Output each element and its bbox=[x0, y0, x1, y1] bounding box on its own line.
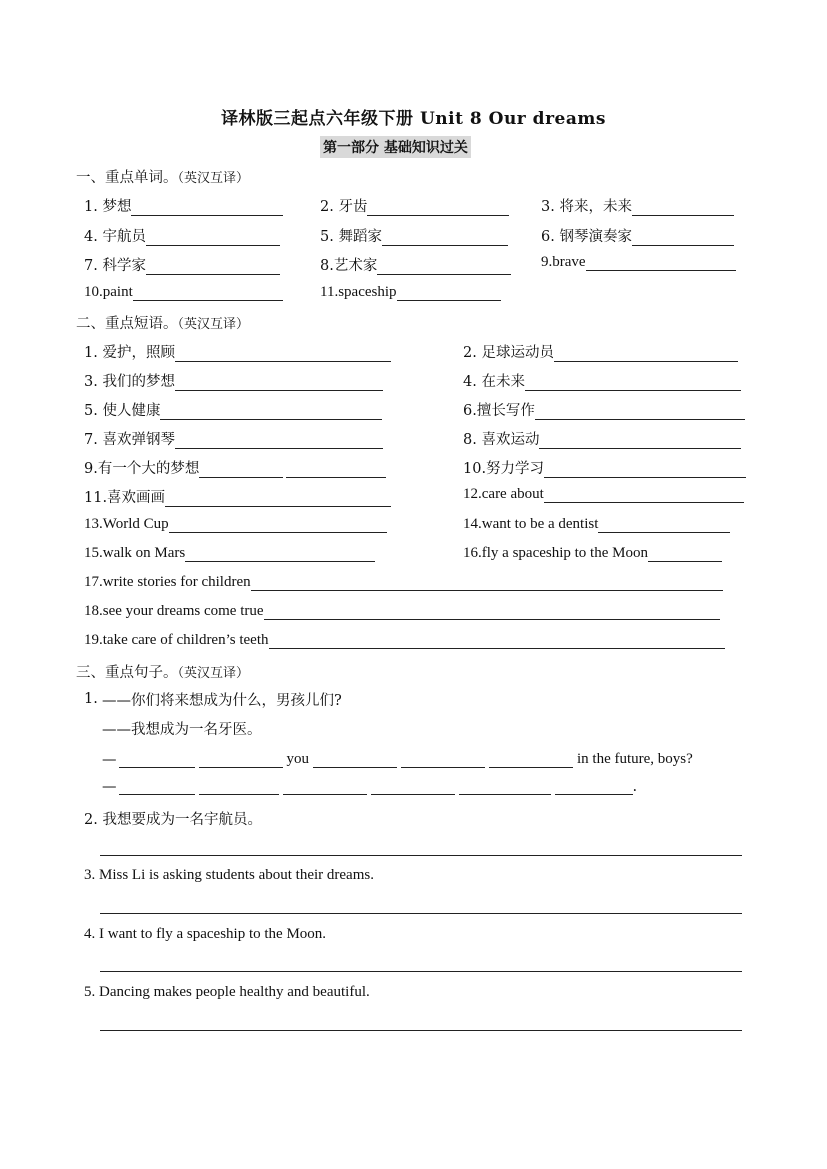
phrase-item-label: 8. 喜欢运动 bbox=[463, 432, 540, 448]
section2-heading bbox=[76, 312, 249, 333]
answer-blank[interactable] bbox=[489, 753, 573, 768]
word-item-label: 4. 宇航员 bbox=[84, 229, 146, 245]
phrase-item-label: 7. 喜欢弹钢琴 bbox=[84, 432, 175, 448]
sentence-1-fill-question bbox=[102, 751, 693, 768]
phrase-item-15 bbox=[84, 545, 375, 562]
answer-line[interactable] bbox=[100, 1030, 742, 1031]
sentence-2: 2. 我想要成为一名宇航员。 bbox=[84, 812, 262, 828]
phrase-item-14 bbox=[463, 516, 730, 533]
phrase-item-13 bbox=[84, 516, 387, 533]
phrase-item-12 bbox=[463, 486, 744, 503]
phrase-item-label: 17.write stories for children bbox=[84, 574, 251, 590]
answer-blank[interactable] bbox=[119, 753, 195, 768]
word-item-2 bbox=[320, 195, 509, 216]
answer-blank[interactable] bbox=[269, 634, 725, 649]
word-item-8 bbox=[320, 254, 511, 275]
word-item-3 bbox=[541, 195, 734, 216]
phrase-item-16 bbox=[463, 545, 722, 562]
phrase-item-label: 16.fly a spaceship to the Moon bbox=[463, 545, 648, 561]
page-title: 译林版三起点六年级下册 Unit 8 Our dreams bbox=[221, 109, 606, 129]
phrase-item-label: 15.walk on Mars bbox=[84, 545, 186, 561]
word-item-label: 2. 牙齿 bbox=[320, 199, 368, 215]
answer-blank[interactable] bbox=[131, 201, 283, 216]
sentence-3: 3. Miss Li is asking students about their dreams. bbox=[84, 867, 374, 883]
answer-blank[interactable] bbox=[525, 376, 741, 391]
answer-blank[interactable] bbox=[169, 518, 387, 533]
answer-blank[interactable] bbox=[377, 260, 511, 275]
phrase-item-1 bbox=[84, 341, 391, 362]
phrase-item-11 bbox=[84, 486, 391, 507]
word-item-label: 3. 将来，未来 bbox=[541, 199, 632, 215]
section3-heading bbox=[76, 661, 249, 682]
answer-blank[interactable] bbox=[555, 780, 633, 795]
sentence-1-line1: ——你们将来想成为什么，男孩儿们? bbox=[102, 693, 342, 709]
phrase-item-5 bbox=[84, 399, 382, 420]
phrase-item-2 bbox=[463, 341, 738, 362]
word-item-label: 10.paint bbox=[84, 284, 133, 300]
phrase-item-label: 2. 足球运动员 bbox=[463, 345, 554, 361]
word-item-6 bbox=[541, 225, 734, 246]
phrase-item-3 bbox=[84, 370, 383, 391]
word-item-9 bbox=[541, 254, 736, 271]
sentence-4: 4. I want to fly a spaceship to the Moon. bbox=[84, 926, 327, 942]
sentence-1-label: 1. bbox=[84, 691, 98, 707]
answer-blank[interactable] bbox=[160, 405, 382, 420]
phrase-item-4 bbox=[463, 370, 741, 391]
phrase-item-6 bbox=[463, 399, 745, 420]
answer-blank[interactable] bbox=[283, 780, 367, 795]
answer-blank[interactable] bbox=[175, 434, 383, 449]
section2-note: （英汉互译） bbox=[177, 317, 250, 332]
period: . bbox=[632, 779, 638, 795]
answer-blank[interactable] bbox=[119, 780, 195, 795]
phrase-item-label: 1. 爱护，照顾 bbox=[84, 345, 175, 361]
answer-blank[interactable] bbox=[165, 492, 391, 507]
word-item-label: 1. 梦想 bbox=[84, 199, 132, 215]
answer-line[interactable] bbox=[100, 855, 742, 856]
answer-blank[interactable] bbox=[133, 286, 283, 301]
answer-blank[interactable] bbox=[264, 605, 720, 620]
answer-blank[interactable] bbox=[175, 376, 383, 391]
phrase-item-8 bbox=[463, 428, 741, 449]
answer-blank[interactable] bbox=[371, 780, 455, 795]
answer-blank[interactable] bbox=[539, 434, 741, 449]
sentence-1-fill-answer bbox=[102, 779, 637, 795]
answer-blank[interactable] bbox=[544, 488, 744, 503]
answer-blank[interactable] bbox=[544, 463, 746, 478]
answer-blank[interactable] bbox=[382, 231, 508, 246]
answer-blank[interactable] bbox=[251, 576, 723, 591]
phrase-item-label: 14.want to be a dentist bbox=[463, 516, 599, 532]
word-item-4 bbox=[84, 225, 280, 246]
word-item-1 bbox=[84, 195, 283, 216]
answer-blank[interactable] bbox=[146, 231, 280, 246]
fixed-word: in the future, boys? bbox=[577, 751, 693, 767]
answer-blank[interactable] bbox=[199, 753, 283, 768]
answer-blank[interactable] bbox=[535, 405, 745, 420]
word-item-10 bbox=[84, 284, 283, 301]
answer-blank[interactable] bbox=[146, 260, 280, 275]
answer-line[interactable] bbox=[100, 913, 742, 914]
answer-blank[interactable] bbox=[313, 753, 397, 768]
word-item-label: 6. 钢琴演奏家 bbox=[541, 229, 632, 245]
phrase-item-label: 11.喜欢画画 bbox=[84, 490, 166, 506]
word-item-label: 7. 科学家 bbox=[84, 258, 146, 274]
answer-blank[interactable] bbox=[397, 286, 501, 301]
sentence-1-line2: ——我想成为一名牙医。 bbox=[102, 722, 262, 738]
section3-note: （英汉互译） bbox=[177, 666, 250, 681]
phrase-item-label: 13.World Cup bbox=[84, 516, 169, 532]
phrase-item-label: 9.有一个大的梦想 bbox=[84, 461, 200, 477]
phrase-item-19 bbox=[84, 632, 725, 649]
phrase-item-label: 18.see your dreams come true bbox=[84, 603, 264, 619]
sentence-5: 5. Dancing makes people healthy and beautiful. bbox=[84, 984, 370, 1000]
phrase-item-17 bbox=[84, 574, 723, 591]
phrase-item-label: 12.care about bbox=[463, 486, 544, 502]
word-item-label: 9.brave bbox=[541, 254, 586, 270]
answer-line[interactable] bbox=[100, 971, 742, 972]
phrase-item-9 bbox=[84, 457, 386, 478]
phrase-item-label: 4. 在未来 bbox=[463, 374, 525, 390]
section1-heading-text: 一、重点单词。 bbox=[76, 170, 178, 186]
word-item-5 bbox=[320, 225, 508, 246]
word-item-label: 11.spaceship bbox=[320, 284, 397, 300]
answer-blank[interactable] bbox=[185, 547, 375, 562]
answer-blank[interactable] bbox=[554, 347, 738, 362]
phrase-item-label: 19.take care of children’s teeth bbox=[84, 632, 269, 648]
answer-blank[interactable] bbox=[367, 201, 509, 216]
section1-heading bbox=[76, 166, 249, 187]
phrase-item-label: 10.努力学习 bbox=[463, 461, 545, 477]
answer-blank[interactable] bbox=[401, 753, 485, 768]
section1-note: （英汉互译） bbox=[177, 171, 250, 186]
phrase-item-label: 3. 我们的梦想 bbox=[84, 374, 175, 390]
answer-blank[interactable] bbox=[175, 347, 391, 362]
section3-heading-text: 三、重点句子。 bbox=[76, 665, 178, 681]
word-item-11 bbox=[320, 284, 501, 301]
answer-blank[interactable] bbox=[199, 780, 279, 795]
fixed-word: you bbox=[286, 751, 309, 767]
word-item-label: 5. 舞蹈家 bbox=[320, 229, 382, 245]
word-item-7 bbox=[84, 254, 280, 275]
part-subtitle: 第一部分 基础知识过关 bbox=[320, 136, 471, 158]
dash: — bbox=[102, 752, 117, 768]
phrase-item-label: 6.擅长写作 bbox=[463, 403, 535, 419]
answer-blank[interactable] bbox=[648, 547, 722, 562]
answer-blank[interactable] bbox=[632, 231, 734, 246]
answer-blank[interactable] bbox=[286, 463, 386, 478]
phrase-item-7 bbox=[84, 428, 383, 449]
answer-blank[interactable] bbox=[459, 780, 551, 795]
answer-blank[interactable] bbox=[598, 518, 730, 533]
answer-blank[interactable] bbox=[586, 256, 736, 271]
answer-blank[interactable] bbox=[632, 201, 734, 216]
phrase-item-18 bbox=[84, 603, 720, 620]
dash: — bbox=[102, 779, 117, 795]
answer-blank[interactable] bbox=[199, 463, 283, 478]
word-item-label: 8.艺术家 bbox=[320, 258, 378, 274]
section2-heading-text: 二、重点短语。 bbox=[76, 316, 178, 332]
phrase-item-10 bbox=[463, 457, 746, 478]
phrase-item-label: 5. 使人健康 bbox=[84, 403, 161, 419]
